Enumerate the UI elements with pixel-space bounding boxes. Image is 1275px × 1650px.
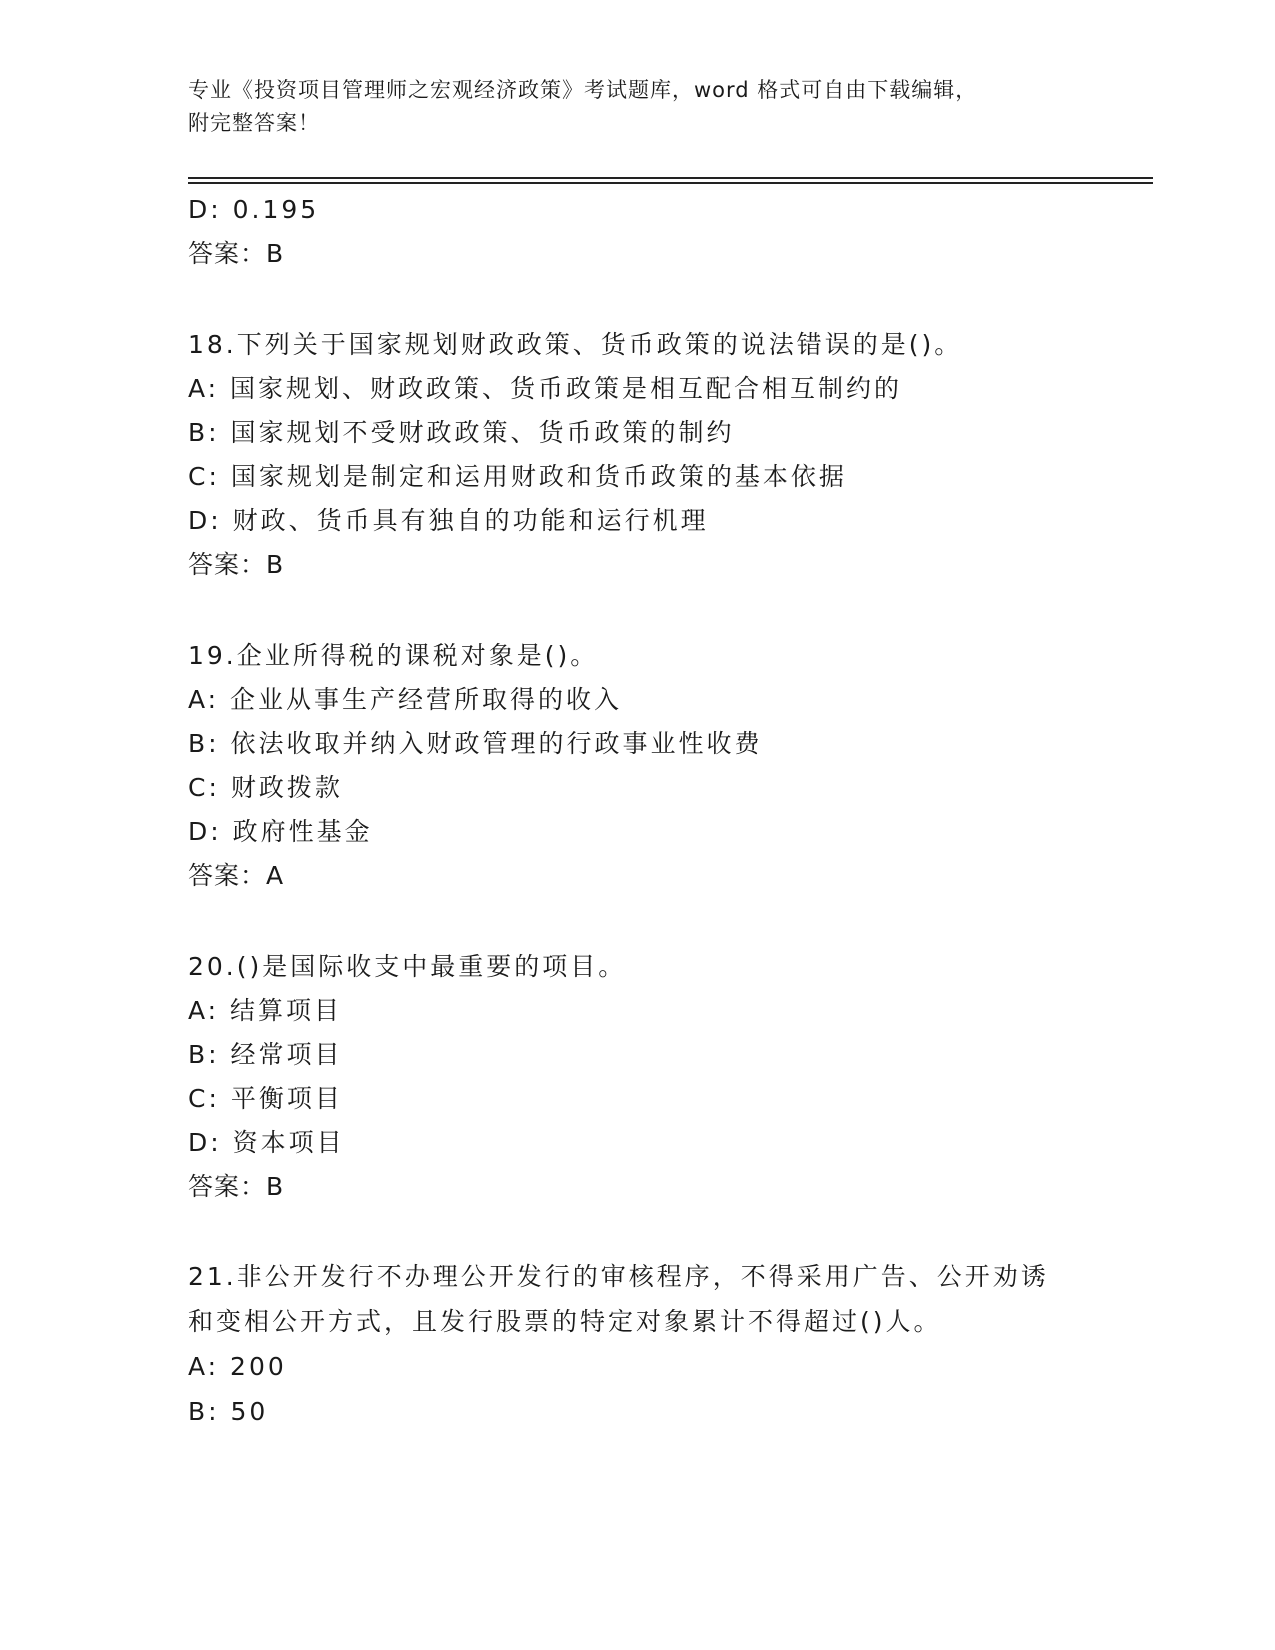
q20-option-b: B: 经常项目 — [188, 1040, 343, 1069]
prev-answer: 答案：B — [188, 239, 285, 268]
header-divider-bottom — [188, 182, 1153, 184]
q20-stem: 20.()是国际收支中最重要的项目。 — [188, 952, 627, 981]
header-line-2: 附完整答案！ — [188, 111, 320, 135]
document-header — [188, 74, 1088, 140]
q18-option-a: A: 国家规划、财政政策、货币政策是相互配合相互制约的 — [188, 374, 903, 403]
q19-option-c: C: 财政拨款 — [188, 773, 343, 802]
q20-option-c: C: 平衡项目 — [188, 1084, 343, 1113]
q21-option-b: B: 50 — [188, 1397, 269, 1426]
q20-option-d: D: 资本项目 — [188, 1128, 345, 1157]
q18-answer: 答案：B — [188, 550, 285, 579]
q21-option-a: A: 200 — [188, 1352, 287, 1381]
prev-option-d: D: 0.195 — [188, 195, 320, 224]
q20-answer: 答案：B — [188, 1172, 285, 1201]
header-line-1: 专业《投资项目管理师之宏观经济政策》考试题库，word 格式可自由下载编辑， — [188, 78, 978, 102]
q21-stem-line-1: 21.非公开发行不办理公开发行的审核程序，不得采用广告、公开劝诱 — [188, 1262, 1049, 1291]
q21-stem-line-2: 和变相公开方式，且发行股票的特定对象累计不得超过()人。 — [188, 1307, 942, 1336]
q19-option-a: A: 企业从事生产经营所取得的收入 — [188, 685, 623, 714]
q19-stem: 19.企业所得税的课税对象是()。 — [188, 641, 599, 670]
q18-option-d: D: 财政、货币具有独自的功能和运行机理 — [188, 506, 709, 535]
q18-option-c: C: 国家规划是制定和运用财政和货币政策的基本依据 — [188, 462, 847, 491]
q18-option-b: B: 国家规划不受财政政策、货币政策的制约 — [188, 418, 735, 447]
q19-answer: 答案：A — [188, 861, 285, 890]
q20-option-a: A: 结算项目 — [188, 996, 343, 1025]
q19-option-d: D: 政府性基金 — [188, 817, 373, 846]
q19-option-b: B: 依法收取并纳入财政管理的行政事业性收费 — [188, 729, 763, 758]
q18-stem: 18.下列关于国家规划财政政策、货币政策的说法错误的是()。 — [188, 330, 963, 359]
header-divider-top — [188, 177, 1153, 179]
